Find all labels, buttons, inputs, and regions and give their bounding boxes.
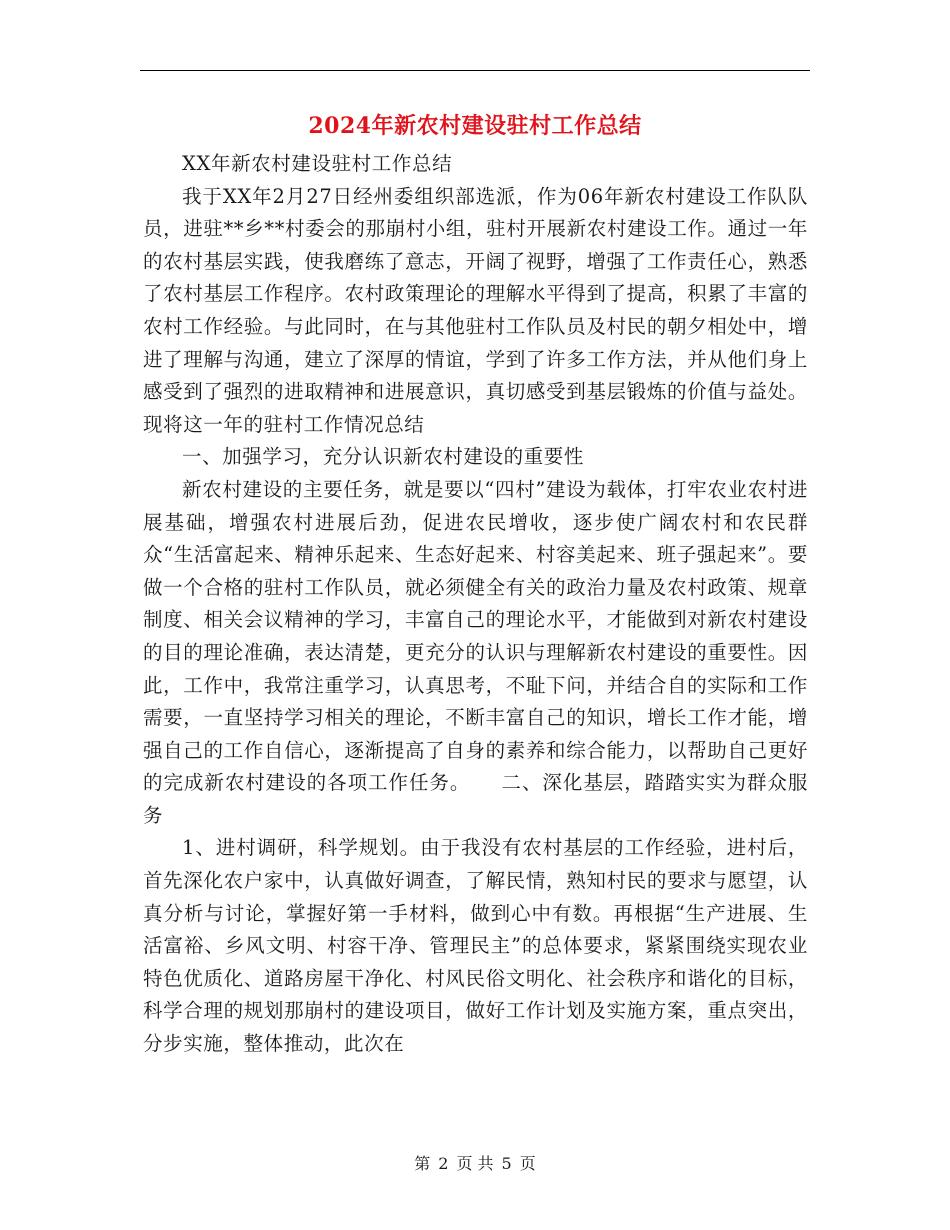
- footer-page-total: 5: [501, 1154, 512, 1173]
- document-title: 2024年新农村建设驻村工作总结: [308, 113, 642, 139]
- body-paragraph: 我于XX年2月27日经州委组织部选派，作为06年新农村建设工作队队员，进驻**乡**村委会的那崩村小组，驻村开展新农村建设工作。通过一年的农村基层实践，使我磨练了意志，开阔了视野，增强了工作责任心，熟悉了农村基层工作程序。农村政策理论的理解水平得到了提高，积累了丰富的农村工作经验。与此同时，在与其他驻村工作队员及村民的朝夕相处中，增进了理解与沟通，建立了深厚的情谊，学到了许多工作方法，并从他们身上感受到了强烈的进取精神和进展意识，真切感受到基层锻炼的价值与益处。现将这一年的驻村工作情况总结: [143, 184, 808, 436]
- body-paragraph: 新农村建设的主要任务，就是要以“四村”建设为载体，打牢农业农村进展基础，增强农村进展后劲，促进农民增收，逐步使广阔农村和农民群众“生活富起来、精神乐起来、生态好起来、村容美起来、班子强起来”。要做一个合格的驻村工作队员，就必须健全有关的政治力量及农村政策、规章制度、相关会议精神的学习，丰富自己的理论水平，才能做到对新农村建设的目的理论准确，表达清楚，更充分的认识与理解新农村建设的重要性。因此，工作中，我常注重学习，认真思考，不耻下问，并结合自的实际和工作需要，一直坚持学习相关的理论，不断丰富自己的知识，增长工作才能，增强自己的工作自信心，逐渐提高了自身的素养和综合能力，以帮助自己更好的完成新农村建设的各项工作任务。 二、深化基层，踏踏实实为群众服务: [143, 477, 808, 827]
- footer-suffix: 页: [519, 1154, 536, 1173]
- body-paragraph: 1、进村调研，科学规划。由于我没有农村基层的工作经验，进村后，首先深化农户家中，认真做好调查，了解民情，熟知村民的要求与愿望，认真分析与讨论，掌握好第一手材料，做到心中有数。再根据“生产进展、生活富裕、乡风文明、村容干净、管理民主”的总体要求，紧紧围绕实现农业特色优质化、道路房屋干净化、村风民俗文明化、社会秩序和谐化的目标，科学合理的规划那崩村的建设项目，做好工作计划及实施方案，重点突出，分步实施，整体推动，此次在: [143, 836, 808, 1056]
- body-paragraph: XX年新农村建设驻村工作总结: [182, 152, 453, 175]
- section-heading: 一、加强学习，充分认识新农村建设的重要性: [182, 445, 585, 469]
- footer-middle: 页 共: [456, 1154, 494, 1173]
- page-footer: [0, 1153, 950, 1175]
- header-rule: [140, 70, 810, 71]
- document-body: [143, 148, 808, 1061]
- footer-page-number: 2: [438, 1154, 449, 1173]
- footer-prefix: 第: [414, 1154, 431, 1173]
